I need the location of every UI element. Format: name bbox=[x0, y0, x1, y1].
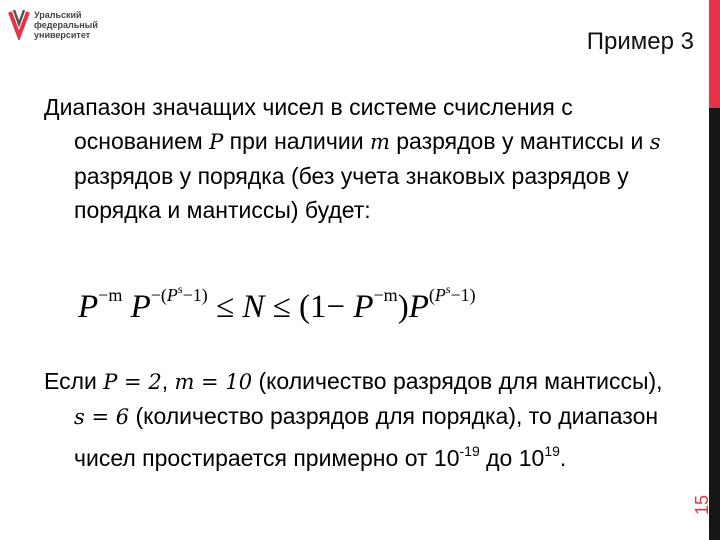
para2-text-5: до 10 bbox=[479, 445, 545, 471]
page-number: 15 bbox=[692, 494, 712, 516]
accent-bar-red bbox=[709, 0, 720, 108]
formula-exp3: −m bbox=[373, 285, 398, 305]
formula-le2: ≤ bbox=[264, 289, 299, 325]
formula-exp4-P: P bbox=[434, 285, 446, 305]
para2-text-1: Если bbox=[44, 368, 104, 394]
para1-text-1: Диапазон значащих чисел в системе счисления с основанием bbox=[44, 94, 573, 154]
para1-text-2: при наличии bbox=[223, 128, 370, 154]
logo-line-1: Уральский bbox=[34, 10, 82, 20]
formula-close: ) bbox=[397, 289, 409, 325]
formula-exp2-close: −1) bbox=[182, 285, 208, 305]
logo-line-2: федеральный bbox=[34, 20, 98, 30]
exponent-max: 19 bbox=[544, 443, 560, 459]
paragraph-example bbox=[44, 364, 674, 475]
para2-text-6: . bbox=[559, 445, 567, 471]
para2-text-2: , bbox=[161, 368, 175, 394]
formula-le1: ≤ bbox=[207, 289, 243, 325]
range-formula bbox=[78, 282, 476, 326]
exponent-min: -19 bbox=[459, 443, 480, 459]
var-m: m bbox=[369, 130, 390, 154]
para2-text-4: (количество разрядов для порядка), то диапазон чисел простирается примерно от 10 bbox=[74, 403, 659, 471]
formula-exp2-s: s bbox=[177, 282, 183, 296]
formula-P3: P bbox=[353, 289, 374, 325]
para1-text-3: разрядов у мантиссы и bbox=[389, 128, 650, 154]
eq-p: P = 2 bbox=[103, 370, 162, 394]
university-logo bbox=[8, 8, 98, 40]
formula-exp2-open: −( bbox=[150, 285, 167, 305]
paragraph-range-description bbox=[44, 90, 674, 227]
eq-s: s = 6 bbox=[74, 405, 130, 429]
formula-exp1: −m bbox=[98, 285, 123, 305]
logo-line-3: университет bbox=[34, 30, 91, 40]
formula-exp2-P: P bbox=[166, 285, 178, 305]
var-base: P bbox=[209, 130, 224, 154]
logo-text bbox=[34, 10, 98, 40]
para1-text-4: разрядов у порядка (без учета знаковых разрядов у порядка и мантиссы) будет: bbox=[74, 163, 629, 223]
formula-exp4 bbox=[428, 282, 476, 305]
formula-P1: P bbox=[78, 289, 99, 325]
formula-P4: P bbox=[408, 289, 429, 325]
formula-exp4-s: s bbox=[445, 282, 451, 296]
formula-exp2 bbox=[150, 282, 208, 305]
slide-title: Пример 3 bbox=[586, 28, 694, 55]
formula-exp4-close: −1) bbox=[450, 285, 476, 305]
eq-m: m = 10 bbox=[174, 370, 253, 394]
logo-emblem-icon bbox=[8, 8, 30, 40]
formula-N: N bbox=[242, 289, 265, 325]
formula-exp4-open: ( bbox=[428, 285, 435, 305]
para2-text-3: (количество разрядов для мантиссы), bbox=[252, 368, 663, 394]
side-bar-dark bbox=[709, 108, 720, 540]
formula-P2: P bbox=[130, 289, 151, 325]
var-s: s bbox=[649, 130, 661, 154]
formula-one-minus: (1− bbox=[299, 289, 354, 325]
